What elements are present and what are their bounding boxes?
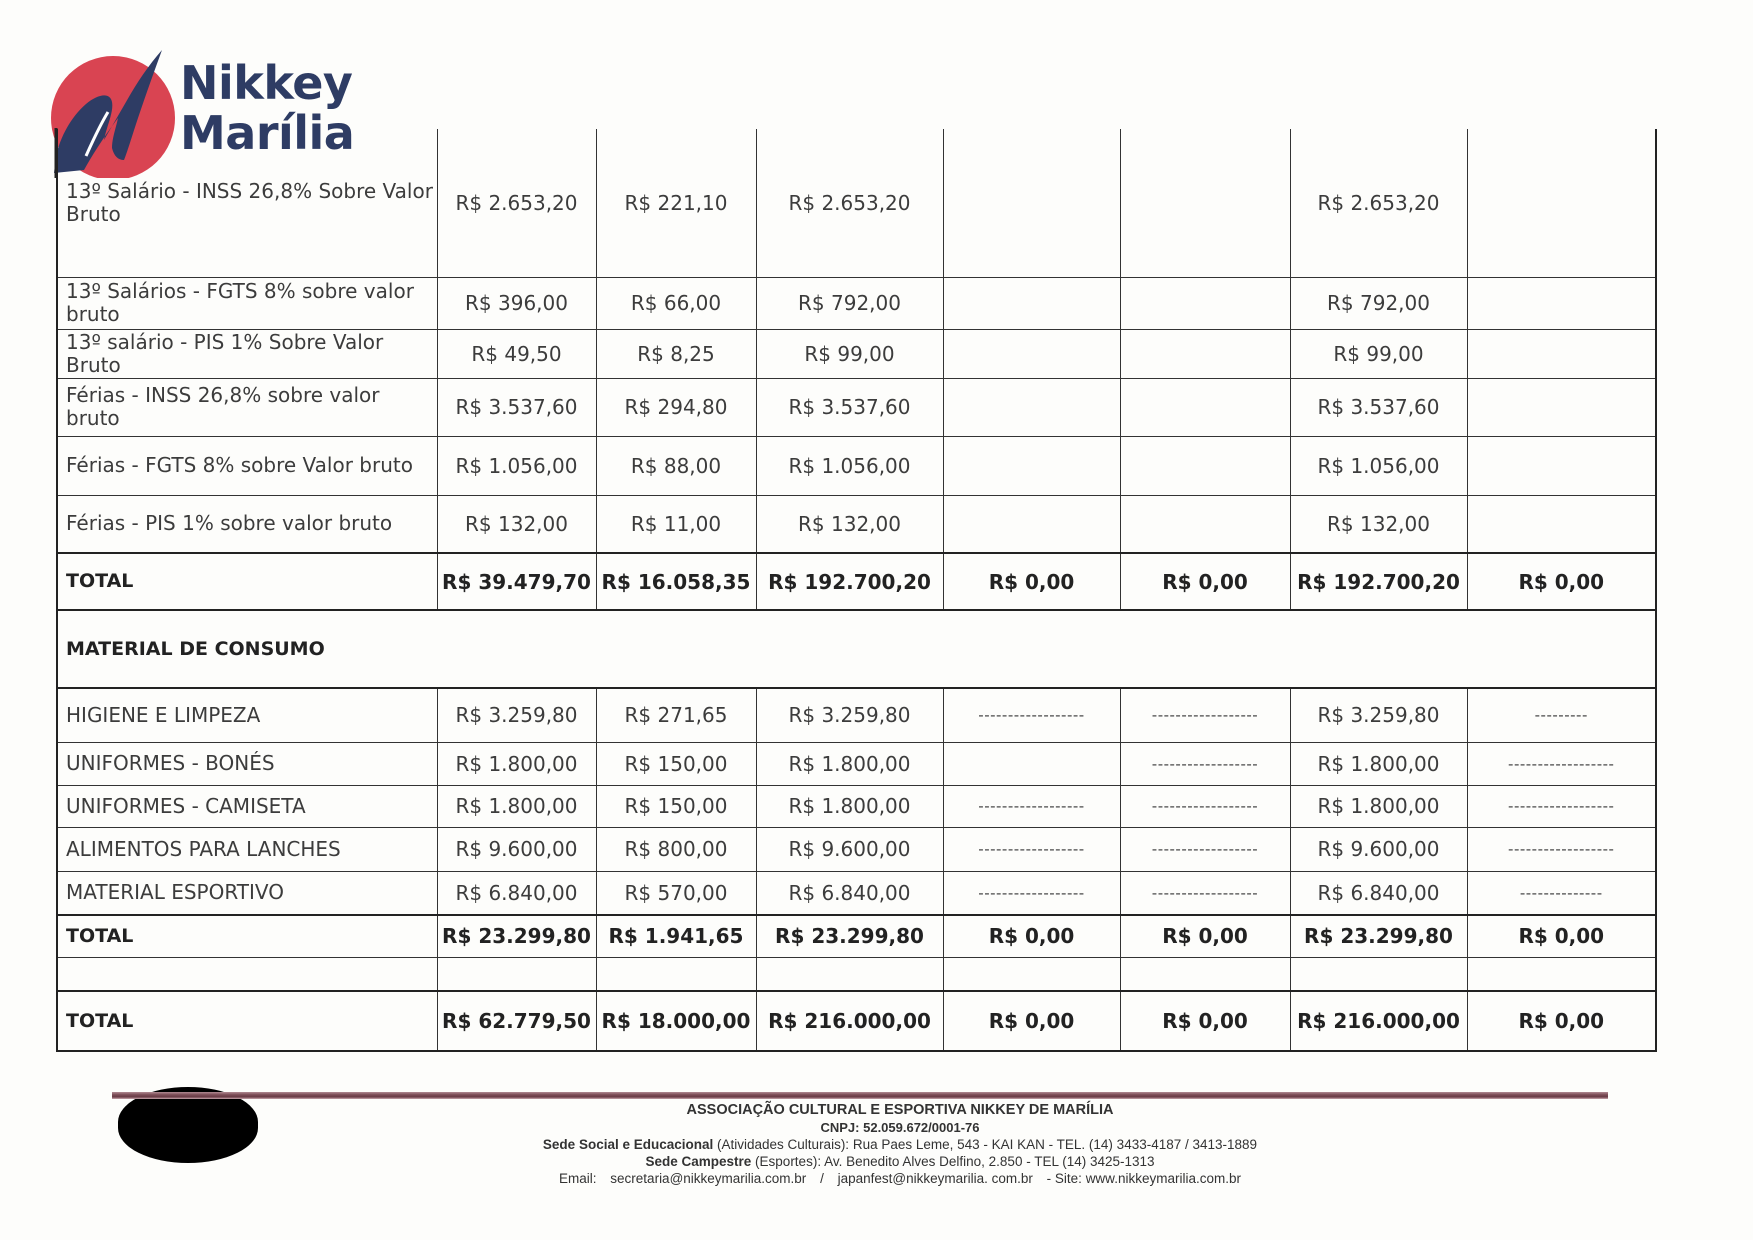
site-link[interactable]: www.nikkeymarilia.com.br [1085, 1171, 1241, 1186]
value-cell: R$ 0,00 [943, 553, 1120, 610]
value-cell: R$ 3.537,60 [1290, 378, 1467, 436]
value-cell: R$ 16.058,35 [596, 553, 756, 610]
value-cell: R$ 150,00 [596, 742, 756, 785]
logo-line-2: Marília [180, 106, 355, 160]
value-cell [1120, 436, 1290, 495]
value-cell: R$ 0,00 [1467, 991, 1656, 1051]
value-cell: R$ 3.537,60 [437, 378, 596, 436]
value-cell: ------------------ [1120, 785, 1290, 827]
value-cell [1467, 378, 1656, 436]
value-cell: R$ 1.800,00 [437, 742, 596, 785]
value-cell: R$ 221,10 [596, 129, 756, 277]
table-row [57, 329, 1656, 378]
value-cell: R$ 0,00 [1120, 553, 1290, 610]
contact-line [400, 1170, 1400, 1187]
empty-cell [1467, 957, 1656, 991]
section-row [57, 610, 1656, 688]
value-cell: R$ 192.700,20 [1290, 553, 1467, 610]
sede-campestre-text: (Esportes): Av. Benedito Alves Delfino, 2.850 - TEL (14) 3425-1313 [755, 1154, 1155, 1169]
value-cell: R$ 1.800,00 [1290, 742, 1467, 785]
value-cell [943, 129, 1120, 277]
row-label: 13º salário - PIS 1% Sobre Valor Bruto [57, 329, 437, 378]
table-row [57, 436, 1656, 495]
table-row [57, 129, 1656, 277]
value-cell: R$ 0,00 [943, 915, 1120, 957]
value-cell: R$ 1.056,00 [437, 436, 596, 495]
value-cell [1120, 378, 1290, 436]
value-cell: R$ 792,00 [756, 277, 943, 329]
value-cell: R$ 6.840,00 [756, 871, 943, 915]
email-label: Email: [559, 1171, 597, 1186]
sede-campestre-line [400, 1153, 1400, 1170]
value-cell [943, 378, 1120, 436]
value-cell: ------------------ [943, 785, 1120, 827]
logo-line-1: Nikkey [180, 56, 353, 110]
value-cell: R$ 132,00 [437, 495, 596, 553]
row-label: 13º Salário - INSS 26,8% Sobre Valor Bruto [57, 129, 437, 277]
value-cell [943, 436, 1120, 495]
value-cell: R$ 9.600,00 [1290, 827, 1467, 871]
org-name: ASSOCIAÇÃO CULTURAL E ESPORTIVA NIKKEY DE MARÍLIA [686, 1102, 1114, 1118]
sede-social-text: (Atividades Culturais): Rua Paes Leme, 543 - KAI KAN - TEL. (14) 3433-4187 / 3413-1889 [717, 1137, 1258, 1152]
org-cnpj: CNPJ: 52.059.672/0001-76 [820, 1120, 980, 1135]
value-cell [1467, 436, 1656, 495]
footer [400, 1102, 1400, 1187]
value-cell [1120, 495, 1290, 553]
value-cell: R$ 0,00 [943, 991, 1120, 1051]
empty-cell [943, 957, 1120, 991]
email-japanfest-link[interactable]: japanfest@nikkeymarilia. com.br [837, 1171, 1033, 1186]
grand-total-row [57, 991, 1656, 1051]
value-cell [1120, 329, 1290, 378]
value-cell: R$ 0,00 [1120, 915, 1290, 957]
empty-cell [57, 957, 437, 991]
value-cell: R$ 800,00 [596, 827, 756, 871]
value-cell: R$ 6.840,00 [1290, 871, 1467, 915]
row-label: Férias - FGTS 8% sobre Valor bruto [57, 436, 437, 495]
value-cell [943, 742, 1120, 785]
empty-cell [437, 957, 596, 991]
table-row [57, 688, 1656, 742]
row-label: UNIFORMES - CAMISETA [57, 785, 437, 827]
value-cell: R$ 18.000,00 [596, 991, 756, 1051]
value-cell [1120, 129, 1290, 277]
row-label: HIGIENE E LIMPEZA [57, 688, 437, 742]
row-label: Férias - PIS 1% sobre valor bruto [57, 495, 437, 553]
value-cell: R$ 3.259,80 [1290, 688, 1467, 742]
value-cell: R$ 1.941,65 [596, 915, 756, 957]
site-label: - Site: [1046, 1171, 1082, 1186]
value-cell [1467, 329, 1656, 378]
value-cell: --------- [1467, 688, 1656, 742]
value-cell: R$ 2.653,20 [756, 129, 943, 277]
row-label: TOTAL [57, 991, 437, 1051]
value-cell: R$ 271,65 [596, 688, 756, 742]
value-cell: ------------------ [1467, 742, 1656, 785]
value-cell: ------------------ [1467, 785, 1656, 827]
value-cell: ------------------ [1120, 827, 1290, 871]
row-label: 13º Salários - FGTS 8% sobre valor bruto [57, 277, 437, 329]
value-cell [1467, 277, 1656, 329]
value-cell: R$ 216.000,00 [1290, 991, 1467, 1051]
table-row [57, 378, 1656, 436]
value-cell: R$ 1.800,00 [437, 785, 596, 827]
value-cell: R$ 396,00 [437, 277, 596, 329]
value-cell: R$ 88,00 [596, 436, 756, 495]
email-separator: / [820, 1171, 824, 1186]
value-cell: R$ 49,50 [437, 329, 596, 378]
value-cell: ------------------ [943, 688, 1120, 742]
value-cell: R$ 99,00 [1290, 329, 1467, 378]
row-label: ALIMENTOS PARA LANCHES [57, 827, 437, 871]
table-row [57, 785, 1656, 827]
value-cell [1467, 495, 1656, 553]
value-cell [1467, 129, 1656, 277]
value-cell: R$ 8,25 [596, 329, 756, 378]
budget-table [56, 129, 1657, 1052]
empty-cell [1120, 957, 1290, 991]
value-cell: R$ 0,00 [1120, 991, 1290, 1051]
value-cell: R$ 2.653,20 [437, 129, 596, 277]
value-cell: R$ 23.299,80 [1290, 915, 1467, 957]
row-label: UNIFORMES - BONÉS [57, 742, 437, 785]
section-title: MATERIAL DE CONSUMO [57, 610, 1656, 688]
value-cell: R$ 39.479,70 [437, 553, 596, 610]
value-cell: R$ 23.299,80 [437, 915, 596, 957]
value-cell: ------------------ [1120, 688, 1290, 742]
value-cell [943, 277, 1120, 329]
table-row [57, 742, 1656, 785]
value-cell: R$ 1.800,00 [1290, 785, 1467, 827]
email-secretaria-link[interactable]: secretaria@nikkeymarilia.com.br [610, 1171, 807, 1186]
empty-row [57, 957, 1656, 991]
value-cell: R$ 1.800,00 [756, 742, 943, 785]
row-label: MATERIAL ESPORTIVO [57, 871, 437, 915]
value-cell: R$ 792,00 [1290, 277, 1467, 329]
value-cell: R$ 0,00 [1467, 915, 1656, 957]
empty-cell [756, 957, 943, 991]
table-row [57, 871, 1656, 915]
value-cell: R$ 3.537,60 [756, 378, 943, 436]
value-cell: ------------------ [1120, 871, 1290, 915]
value-cell: R$ 11,00 [596, 495, 756, 553]
value-cell: R$ 1.056,00 [1290, 436, 1467, 495]
sede-social-label: Sede Social e Educacional [542, 1137, 714, 1152]
value-cell: R$ 132,00 [756, 495, 943, 553]
value-cell: R$ 132,00 [1290, 495, 1467, 553]
value-cell: R$ 23.299,80 [756, 915, 943, 957]
value-cell: R$ 3.259,80 [756, 688, 943, 742]
value-cell [1120, 277, 1290, 329]
value-cell [943, 329, 1120, 378]
value-cell: R$ 66,00 [596, 277, 756, 329]
value-cell: R$ 99,00 [756, 329, 943, 378]
sede-social-line [400, 1136, 1400, 1153]
sede-campestre-label: Sede Campestre [645, 1154, 752, 1169]
value-cell: R$ 9.600,00 [756, 827, 943, 871]
table-row [57, 277, 1656, 329]
row-label: TOTAL [57, 553, 437, 610]
value-cell: ------------------ [943, 827, 1120, 871]
value-cell: R$ 62.779,50 [437, 991, 596, 1051]
value-cell [943, 495, 1120, 553]
total-row-personnel [57, 553, 1656, 610]
footer-divider [112, 1092, 1608, 1099]
value-cell: ------------------ [1120, 742, 1290, 785]
value-cell: ------------------ [1467, 827, 1656, 871]
value-cell: R$ 570,00 [596, 871, 756, 915]
value-cell: R$ 1.056,00 [756, 436, 943, 495]
value-cell: R$ 294,80 [596, 378, 756, 436]
table-row [57, 495, 1656, 553]
empty-cell [596, 957, 756, 991]
value-cell: R$ 3.259,80 [437, 688, 596, 742]
row-label: Férias - INSS 26,8% sobre valor bruto [57, 378, 437, 436]
table-row [57, 827, 1656, 871]
row-label: TOTAL [57, 915, 437, 957]
total-row-material [57, 915, 1656, 957]
value-cell: R$ 1.800,00 [756, 785, 943, 827]
value-cell: R$ 216.000,00 [756, 991, 943, 1051]
value-cell: R$ 0,00 [1467, 553, 1656, 610]
value-cell: R$ 6.840,00 [437, 871, 596, 915]
value-cell: ------------------ [943, 871, 1120, 915]
value-cell: R$ 2.653,20 [1290, 129, 1467, 277]
value-cell: -------------- [1467, 871, 1656, 915]
value-cell: R$ 9.600,00 [437, 827, 596, 871]
value-cell: R$ 192.700,20 [756, 553, 943, 610]
empty-cell [1290, 957, 1467, 991]
value-cell: R$ 150,00 [596, 785, 756, 827]
